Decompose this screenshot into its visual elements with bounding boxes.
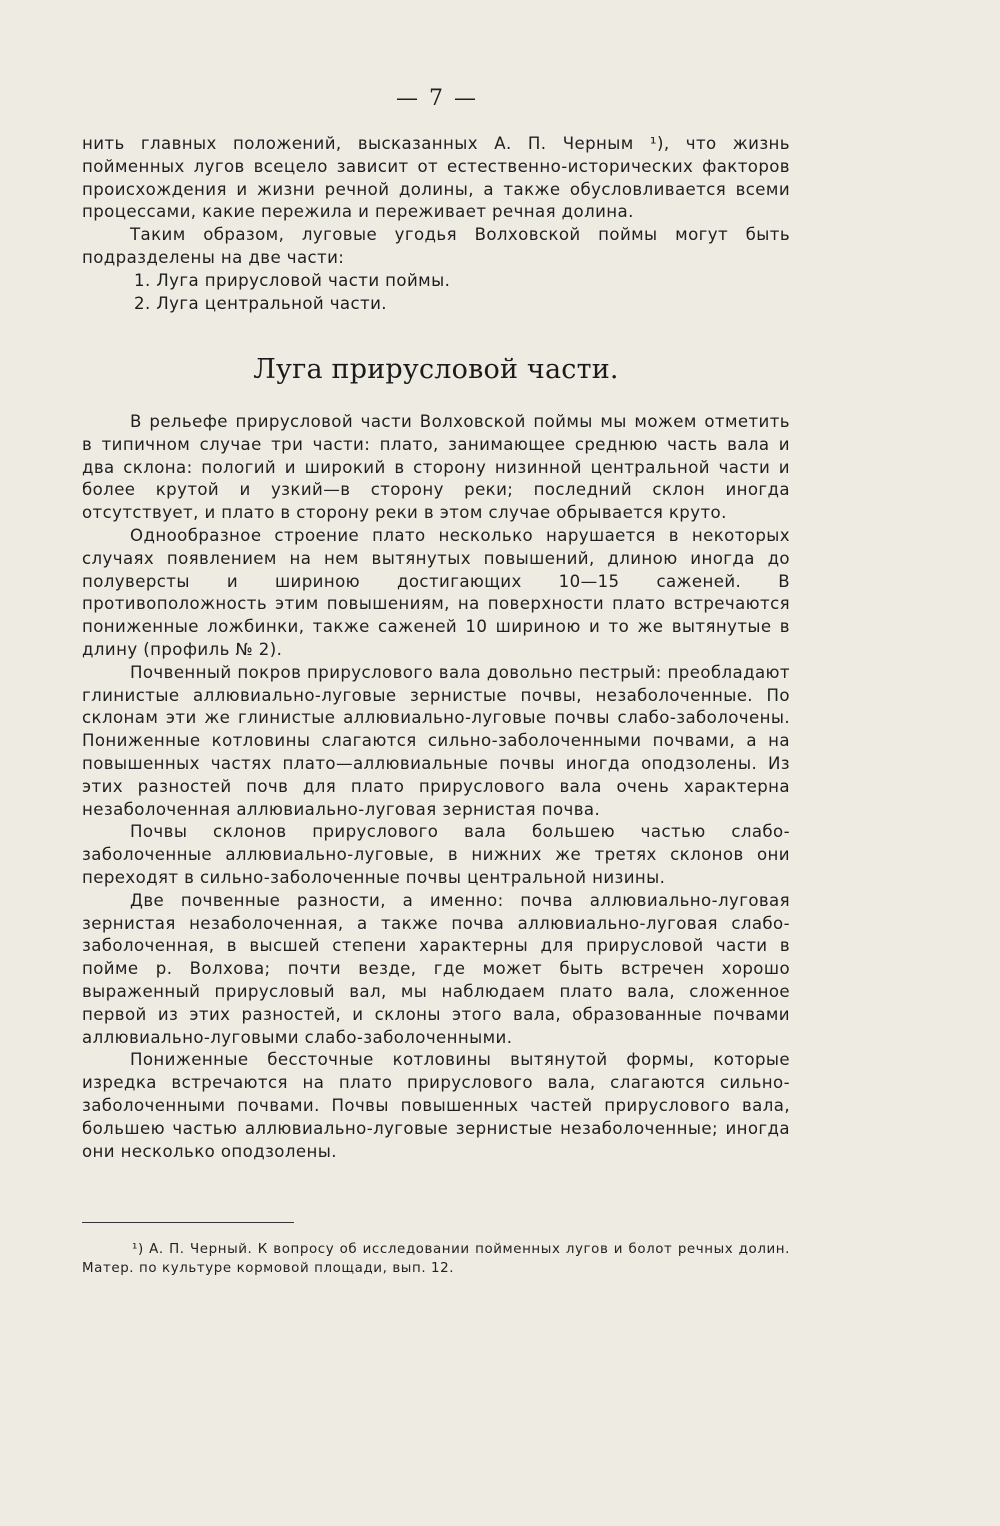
page-number: — 7 — — [396, 86, 478, 111]
body-paragraph-3: Почвенный покров прируслового вала довольно пестрый: преобладают глинистые аллювиально-луговые зернистые почвы, незаболоченные. По склонам эти же глинистые аллювиально-луговые почвы слабо-заболочены. Пониженные котловины слагаются сильно-заболоченными почвами, а на повышенных частях плато—аллювиальные почвы иногда оподзолены. Из этих разностей почв для плато прируслового вала очень характерна незаболоченная аллювиально-луговая зернистая почва. — [82, 662, 790, 819]
list-item: 2. Луга центральной части. — [134, 293, 387, 313]
body-paragraph-4: Почвы склонов прируслового вала большею частью слабо-заболоченные аллювиально-луговые, в нижних же третях склонов они переходят в сильно-заболоченные почвы центральной низины. — [82, 822, 790, 887]
footnote-text: ¹) А. П. Черный. К вопросу об исследовании пойменных лугов и болот речных долин. Матер. по культуре кормовой площади, вып. 12. — [82, 1242, 790, 1276]
section-title: Луга прирусловой части. — [253, 354, 619, 385]
body-paragraph-1: В рельефе прирусловой части Волховской поймы мы можем отметить в типичном случае три части: плато, занимающее среднюю часть вала и два склона: пологий и широкий в сторону низинной центральной части и более крутой и узкий—в сторону реки; последний склон иногда отсутствует, и плато в сторону реки в этом случае обрывается круто. — [82, 412, 790, 523]
body-paragraph-5: Две почвенные разности, а именно: почва аллювиально-луговая зернистая незаболоченная, а также почва аллювиально-луговая слабо-заболоченная, в высшей степени характерны для прирусловой части в пойме р. Волхова; почти везде, где может быть встречен хорошо выраженный прирусловый вал, мы наблюдаем плато вала, сложенное первой из этих разностей, и склоны этого вала, образованные почвами аллювиально-луговыми слабо-заболоченными. — [82, 890, 790, 1047]
intro-paragraph-2: Таким образом, луговые угодья Волховской поймы могут быть подразделены на две части: — [82, 225, 790, 267]
footnote-divider — [82, 1222, 294, 1223]
list-item: 1. Луга прирусловой части поймы. — [134, 271, 451, 290]
body-paragraph-2: Однообразное строение плато несколько нарушается в некоторых случаях появлением на нем вытянутых повышений, длиною иногда до полуверсты и шириною достигающих 10—15 саженей. В противоположность этим повышениям, на поверхности плато встречаются пониженные ложбинки, также саженей 10 шириною и то же вытянутые в длину (профиль № 2). — [82, 525, 790, 659]
intro-paragraph-1: нить главных положений, высказанных А. П. Черным ¹), что жизнь пойменных лугов всецело зависит от естественно-исторических факторов происхождения и жизни речной долины, а также обусловливается всеми процессами, какие пережила и переживает речная долина. — [82, 134, 790, 222]
section-body — [82, 411, 790, 1163]
subdivision-list — [82, 270, 790, 316]
body-paragraph-6: Пониженные бессточные котловины вытянутой формы, которые изредка встречаются на плато прируслового вала, слагаются сильно-заболоченными почвами. Почвы повышенных частей прируслового вала, большею частью аллювиально-луговые зернистые незаболоченные; иногда они несколько оподзолены. — [82, 1050, 790, 1161]
footnote — [82, 1240, 790, 1278]
intro-text — [82, 133, 790, 270]
